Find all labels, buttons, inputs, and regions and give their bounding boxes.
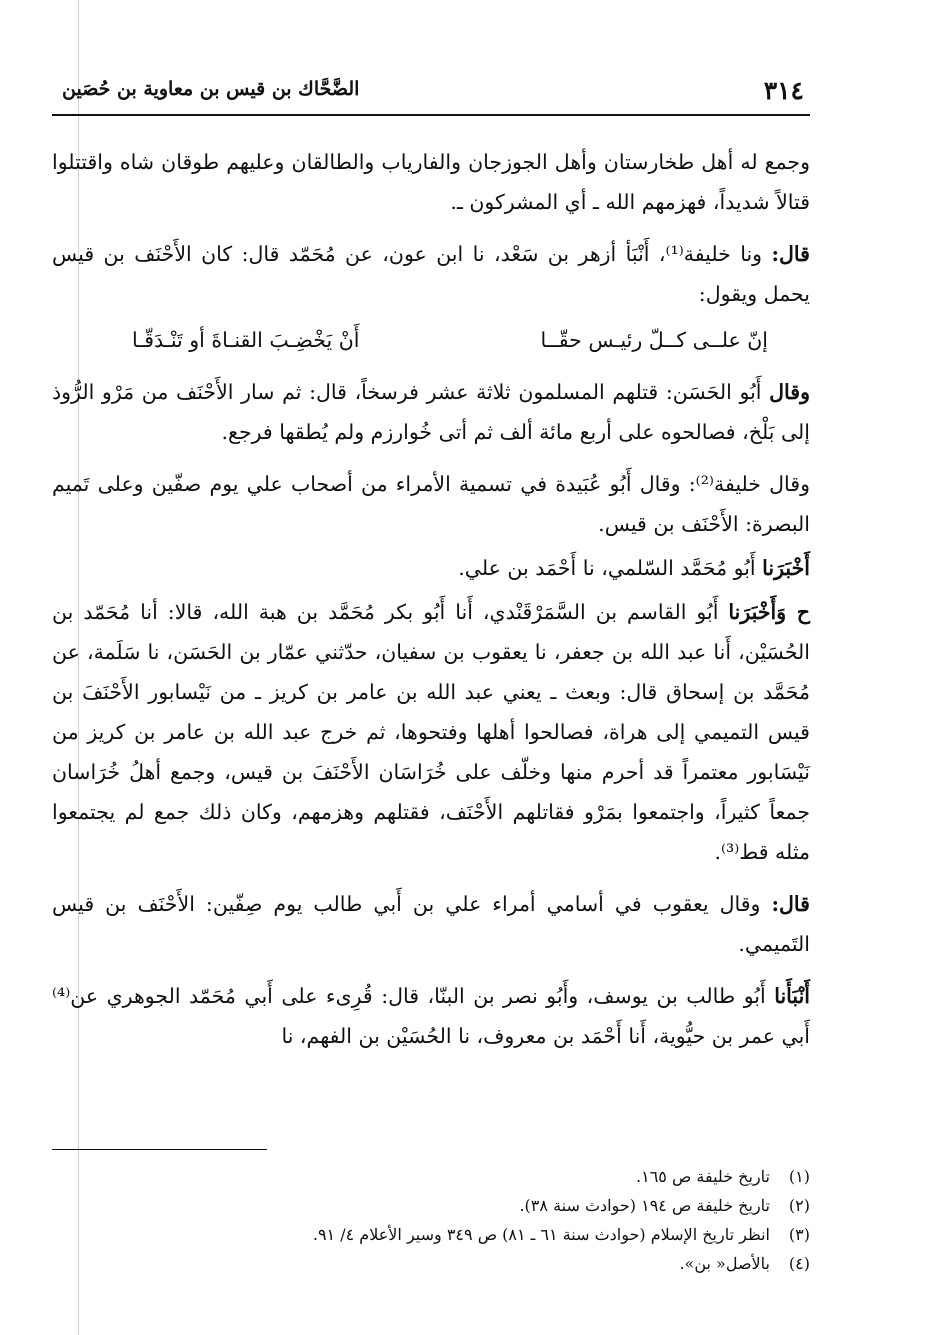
paragraph-8 xyxy=(52,976,810,1056)
paragraph-3-text: أَبُو الحَسَن: قتلهم المسلمون ثلاثة عشر فرسخاً، قال: ثم سار الأَحْنَف من مَرْو الرُّوذ إلى بَلْخ، فصالحوه على أربع مائة ألف ثم أتى خُوارزم ولم يُطقها فرجع. xyxy=(52,380,810,444)
footnote-4 xyxy=(52,1249,810,1278)
verse-second-hemistich: أَنْ يَخْضِـبَ القنـاةَ أو تَنْـدَقّـا xyxy=(132,328,360,352)
footnote-number: (٣) xyxy=(788,1225,810,1244)
footnote-rule xyxy=(52,1149,267,1150)
paragraph-2-keyword: قال: xyxy=(771,242,810,266)
footnote-3 xyxy=(52,1220,810,1249)
paragraph-7 xyxy=(52,884,810,964)
running-title: الضَّحَّاك بن قيس بن معاوية بن حُصَين xyxy=(62,78,360,100)
footnote-text: تاريخ خليفة ص ١٩٤ (حوادث سنة ٣٨). xyxy=(519,1196,770,1215)
header-rule xyxy=(52,114,810,116)
paragraph-7-text: وقال يعقوب في أسامي أمراء علي بن أَبي طالب يوم صِفّين: الأَحْنَف بن قيس التَميمي. xyxy=(52,892,810,956)
footnote-number: (٢) xyxy=(788,1196,810,1215)
paragraph-5-keyword: أَخْبَرَنا xyxy=(762,556,810,580)
paragraph-8-text: أَبُو طالب بن يوسف، وأَبُو نصر بن البنّا، قال: قُرِىء على أَبي مُحَمّد الجوهري عن⁽⁴⁾ أَبي عمر بن حيُّوية، أَنا أَحْمَد بن معروف، نا الحُسَيْن بن الفهم، نا xyxy=(52,984,810,1048)
paragraph-6 xyxy=(52,592,810,872)
paragraph-4 xyxy=(52,464,810,544)
book-page xyxy=(52,66,810,1296)
footnote-text: بالأصل« بن». xyxy=(679,1254,770,1273)
paragraph-6-keyword: ح وَأَخْبَرَنا xyxy=(728,600,810,624)
paragraph-2-text: ونا خليفة⁽¹⁾، أَنْبَأ أزهر بن سَعْد، نا ابن عون، عن مُحَمّد قال: كان الأَحْنَف بن قيس يحمل ويقول: xyxy=(52,242,810,306)
page-number: ٣١٤ xyxy=(763,76,804,105)
paragraph-3 xyxy=(52,372,810,452)
page-header xyxy=(52,66,810,116)
footnotes xyxy=(52,1162,810,1278)
paragraph-1 xyxy=(52,142,810,222)
footnote-number: (١) xyxy=(788,1167,810,1186)
paragraph-1-text: وجمع له أهل طخارستان وأهل الجوزجان والفارياب والطالقان وعليهم طوقان شاه واقتتلوا قتالاً شديداً، فهزمهم الله ـ أي المشركون ـ. xyxy=(52,150,810,214)
verse-first-hemistich: إنّ علــى كــلّ رئيـس حقّــا xyxy=(540,328,768,352)
paragraph-2 xyxy=(52,234,810,314)
paragraph-3-keyword: وقال xyxy=(769,380,810,404)
verse-line xyxy=(52,320,810,360)
footnote-1 xyxy=(52,1162,810,1191)
paragraph-4-text: وقال خليفة⁽²⁾: وقال أَبُو عُبَيدة في تسمية الأمراء من أصحاب علي يوم صفّين وعلى تَميم البصرة: الأَحْنَف بن قيس. xyxy=(52,472,810,536)
footnote-text: انظر تاريخ الإسلام (حوادث سنة ٦١ ـ ٨١) ص ٣٤٩ وسير الأعلام ٤/ ٩١. xyxy=(312,1225,770,1244)
paragraph-5 xyxy=(52,548,810,588)
footnote-number: (٤) xyxy=(788,1254,810,1273)
footnote-text: تاريخ خليفة ص ١٦٥. xyxy=(636,1167,770,1186)
paragraph-7-keyword: قال: xyxy=(771,892,810,916)
paragraph-8-keyword: أَنْبَأَنا xyxy=(774,984,810,1008)
paragraph-5-text: أَبُو مُحَمَّد السّلمي، نا أَحْمَد بن علي. xyxy=(458,556,756,580)
main-text xyxy=(52,142,810,1068)
paragraph-6-text: أَبُو القاسم بن السَّمَرْقَنْدي، أَنا أَبُو بكر مُحَمَّد بن هبة الله، قالا: أنا مُحَمّد بن الحُسَيْن، أَنا عبد الله بن جعفر، نا يعقوب بن سفيان، حدّثني عمّار بن الحَسَن، نا سَلَمة، عن مُحَمَّد بن إسحاق قال: وبعث ـ يعني عبد الله بن عامر بن كريز ـ من نَيْسابور الأَحْنَفَ بن قيس التميمي إلى هراة، فصالحوا أهلها وفتحوها، ثم خرج عبد الله بن عامر بن كريز من نَيْسَابور معتمراً قد أحرم منها وخلّف على خُرَاسَان الأَحْنَفَ بن قيس، وجمع أهلُ خُرَاسان جمعاً كثيراً، واجتمعوا بمَرْو فقاتلهم الأَحْنَف، فقتلهم وهزمهم، وكان ذلك جمع لم يجتمعوا مثله قط⁽³⁾. xyxy=(52,600,810,864)
footnote-2 xyxy=(52,1191,810,1220)
